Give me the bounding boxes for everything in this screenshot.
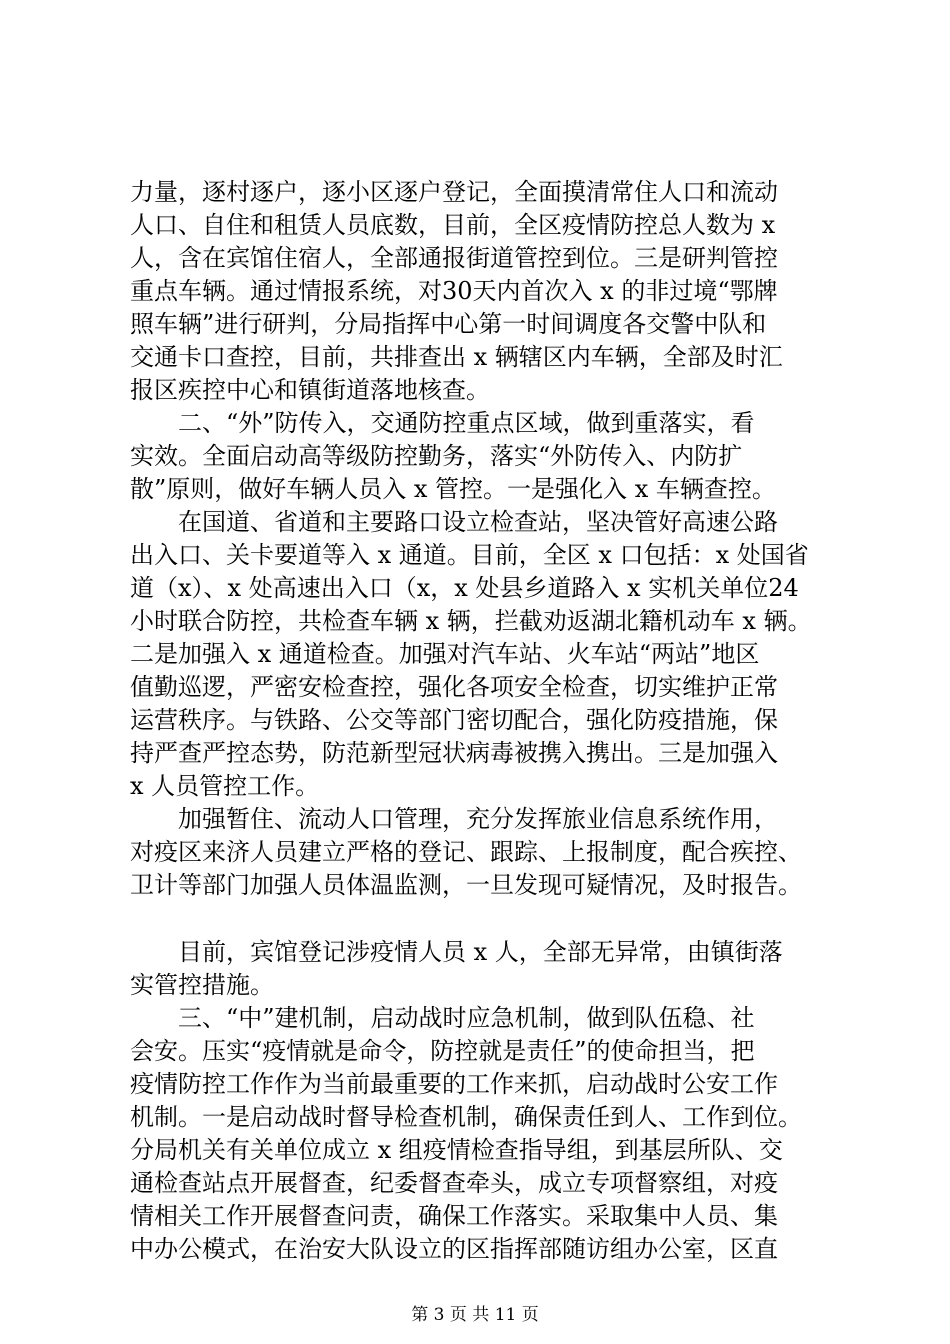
text-line: 报区疾控中心和镇街道落地核查。 <box>130 376 490 404</box>
text-line: 实管控措施。 <box>130 971 274 999</box>
text-line: 通检查站点开展督查，纪委督查牵头，成立专项督察组，对疫 <box>130 1169 778 1197</box>
text-line: 重点车辆。通过情报系统，对30天内首次入 x 的非过境“鄂牌 <box>130 277 778 305</box>
text-line: 目前，宾馆登记涉疫情人员 x 人，全部无异常，由镇街落 <box>130 938 783 966</box>
page-number-footer: 第 3 页 共 11 页 <box>411 1305 539 1325</box>
text-line: 人，含在宾馆住宿人，全部通报街道管控到位。三是研判管控 <box>130 244 778 272</box>
text-line: 对疫区来济人员建立严格的登记、跟踪、上报制度，配合疾控、 <box>130 838 802 866</box>
text-line: 出入口、关卡要道等入 x 通道。目前，全区 x 口包括：x 处国省 <box>130 541 809 569</box>
text-line: 交通卡口查控，目前，共排查出 x 辆辖区内车辆，全部及时汇 <box>130 343 783 371</box>
text-line: 照车辆”进行研判，分局指挥中心第一时间调度各交警中队和 <box>130 310 767 338</box>
text-line: 卫计等部门加强人员体温监测，一旦发现可疑情况，及时报告。 <box>130 871 802 899</box>
text-line: 持严查严控态势，防范新型冠状病毒被携入携出。三是加强入 <box>130 739 778 767</box>
text-line: 散”原则，做好车辆人员入 x 管控。一是强化入 x 车辆查控。 <box>130 475 776 503</box>
text-line: 分局机关有关单位成立 x 组疫情检查指导组，到基层所队、交 <box>130 1136 783 1164</box>
text-line: 人口、自住和租赁人员底数，目前，全区疫情防控总人数为 x <box>130 211 776 239</box>
text-line: 机制。一是启动战时督导检查机制，确保责任到人、工作到位。 <box>130 1103 802 1131</box>
text-line: 道（x）、x 处高速出入口（x，x 处县乡道路入 x 实机关单位24 <box>130 574 799 602</box>
text-line: 二、“外”防传入，交通防控重点区域，做到重落实，看 <box>130 409 755 437</box>
text-line: x 人员管控工作。 <box>130 772 320 800</box>
text-line: 疫情防控工作作为当前最重要的工作来抓，启动战时公安工作 <box>130 1070 778 1098</box>
text-line: 三、“中”建机制，启动战时应急机制，做到队伍稳、社 <box>130 1004 755 1032</box>
text-line: 小时联合防控，共检查车辆 x 辆，拦截劝返湖北籍机动车 x 辆。 <box>130 607 812 635</box>
text-line: 中办公模式，在治安大队设立的区指挥部随访组办公室，区直 <box>130 1235 778 1263</box>
text-line: 加强暂住、流动人口管理，充分发挥旅业信息系统作用， <box>130 805 778 833</box>
text-line: 力量，逐村逐户，逐小区逐户登记，全面摸清常住人口和流动 <box>130 178 778 206</box>
text-line: 会安。压实“疫情就是命令，防控就是责任”的使命担当，把 <box>130 1037 755 1065</box>
text-line: 值勤巡逻，严密安检查控，强化各项安全检查，切实维护正常 <box>130 673 778 701</box>
text-line: 情相关工作开展督查问责，确保工作落实。采取集中人员、集 <box>130 1202 778 1230</box>
text-line: 在国道、省道和主要路口设立检查站，坚决管好高速公路 <box>130 508 778 536</box>
text-line: 二是加强入 x 通道检查。加强对汽车站、火车站“两站”地区 <box>130 640 760 668</box>
text-line: 实效。全面启动高等级防控勤务，落实“外防传入、内防扩 <box>130 442 743 470</box>
text-line: 运营秩序。与铁路、公交等部门密切配合，强化防疫措施，保 <box>130 706 778 734</box>
